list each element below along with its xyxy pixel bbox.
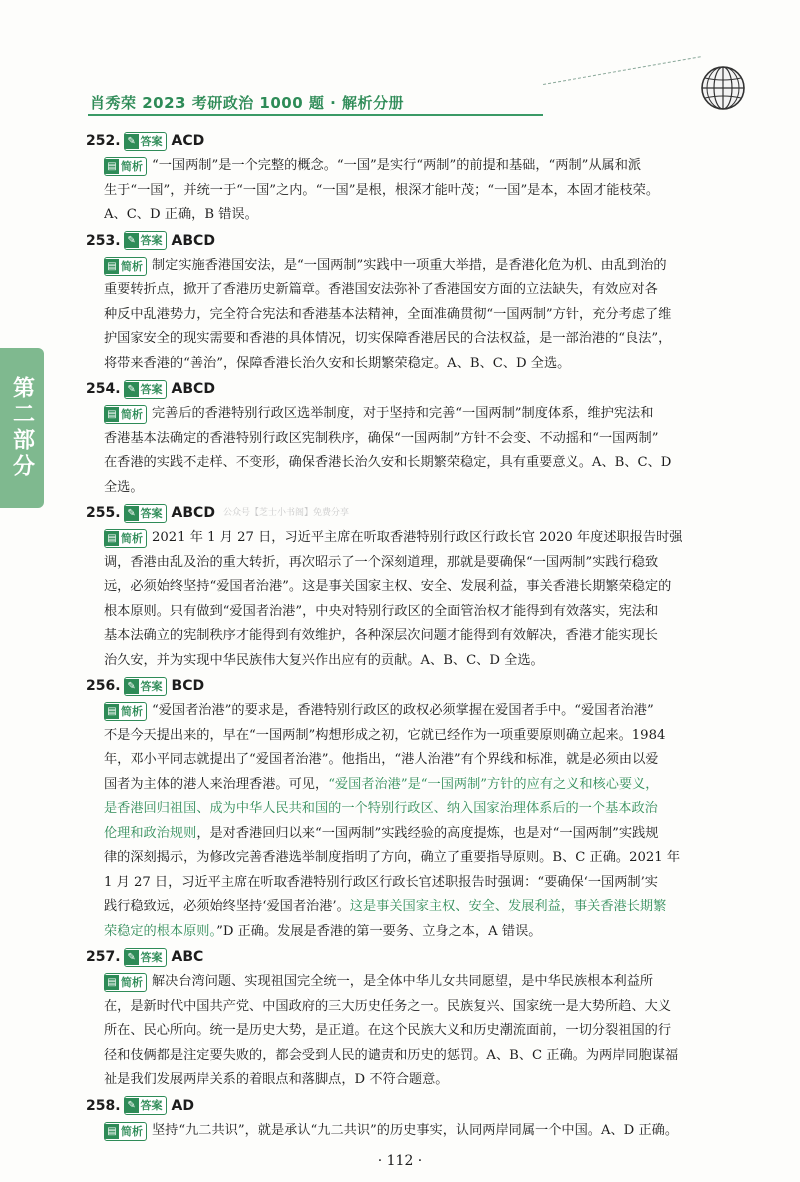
question-number: 254. (86, 381, 121, 397)
question-number: 257. (86, 949, 121, 965)
answer-value: ABCD (171, 381, 215, 397)
answer-value: ACD (171, 133, 205, 149)
page-header-title: 肖秀荣 2023 考研政治 1000 题 · 解析分册 (90, 94, 405, 112)
answer-value: ABC (171, 949, 204, 965)
analysis-badge: ▤ 简析 (104, 157, 147, 176)
answer-badge: ✎ 答案 (124, 504, 167, 523)
analysis-badge: ▤ 简析 (104, 529, 147, 548)
question-number: 258. (86, 1097, 121, 1114)
explanation: ▤ 简析 “爱国者治港”的要求是，香港特别行政区的政权必须掌握在爱国者手中。“爱国者治港” 不是今天提出来的，早在“一国两制”构想形成之初，它就已经作为一项重要原则确立起来。1984 年，邓小平同志就提出了“爱国者治港”。他指出，“港人治港”有个界线和标准，就是必须由以爱 国者为主体的港人来治理香港。可见，“爱国者治港”是“一国两制”方针的应有之义和核心要义， 是香港回归祖国、成为中华人民共和国的一个特别行政区、纳入国家治理体系后的一个基本政治 伦理和政治规则，是对香港回归以来“一国两制”实践经验的高度提炼，也是对“一国两制”实践规 律的深刻揭示，为修改完善香港选举制度指明了方向，确立了重要指导原则。B、C 正确。2021 年 1 月 27 日，习近平主席在听取香港特别行政区行政长官述职报告时强调：“要确保‘一国两制’实 践行稳致远，必须始终坚持‘爱国者治港’。这是事关国家主权、安全、发展利益，事关香港长期繁 荣稳定的根本原则。”D 正确。发展是香港的第一要务、立身之本，A 错误。 (104, 699, 758, 944)
highlighted-text: 荣稳定的根本原则。 (104, 923, 217, 939)
book-icon: ▤ (105, 975, 119, 990)
answer-badge: ✎ 答案 (124, 231, 167, 250)
question-item (86, 128, 758, 228)
pencil-icon: ✎ (125, 506, 139, 521)
question-item (86, 1093, 758, 1144)
question-item (86, 673, 758, 944)
globe-icon (700, 65, 746, 111)
book-icon: ▤ (105, 531, 119, 546)
question-item (86, 944, 758, 1093)
question-item (86, 376, 758, 500)
analysis-badge: ▤ 简析 (104, 1122, 147, 1141)
side-tab-label: 第二部分 (9, 376, 35, 480)
watermark-text: 公众号【芝士小书阁】免费分享 (222, 508, 349, 518)
book-icon: ▤ (105, 1124, 119, 1139)
book-icon: ▤ (105, 159, 119, 174)
answer-value: ABCD (171, 232, 215, 249)
answer-badge: ✎ 答案 (124, 132, 167, 151)
answer-value: AD (171, 1097, 195, 1114)
book-icon: ▤ (105, 259, 119, 274)
highlighted-text: “爱国者治港”是“一国两制”方针的应有之义和核心要义， (328, 776, 659, 792)
question-number: 255. (86, 505, 121, 521)
explanation: ▤ 简析 完善后的香港特别行政区选举制度，对于坚持和完善“一国两制”制度体系，维护宪法和 香港基本法确定的香港特别行政区宪制秩序，确保“一国两制”方针不会变、不动摇和“一国两制” 在香港的实践不走样、不变形，确保香港长治久安和长期繁荣稳定，具有重要意义。A、B、C、D 全选。 (104, 406, 672, 495)
book-icon: ▤ (105, 407, 119, 422)
analysis-badge: ▤ 简析 (104, 702, 147, 721)
header-rule (88, 114, 543, 116)
header-dashed-line (543, 56, 701, 85)
explanation: ▤ 简析 制定实施香港国安法，是“一国两制”实践中一项重大举措，是香港化危为机、由乱到治的 重要转折点，掀开了香港历史新篇章。香港国安法弥补了香港国安方面的立法缺失，有效应对各 种反中乱港势力，完全符合宪法和香港基本法精神，全面准确贯彻“一国两制”方针，充分考虑了维 护国家安全的现实需要和香港的具体情况，切实保障香港居民的合法权益，是一部治港的“良法”， 将带来香港的“善治”，保障香港长治久安和长期繁荣稳定。A、B、C、D 全选。 (104, 257, 672, 371)
pencil-icon: ✎ (125, 950, 139, 965)
answer-badge: ✎ 答案 (124, 677, 167, 696)
highlighted-text: 这是事关国家主权、安全、发展利益，事关香港长期繁 (349, 899, 667, 914)
explanation: ▤ 简析 解决台湾问题、实现祖国完全统一，是全体中华儿女共同愿望，是中华民族根本利益所 在，是新时代中国共产党、中国政府的三大历史任务之一。民族复兴、国家统一是大势所趋、大义 所在、民心所向。统一是历史大势，是正道。在这个民族大义和历史潮流面前，一切分裂祖国的行 径和伎俩都是注定要失败的，都会受到人民的谴责和历史的惩罚。A、B、C 正确。为两岸同胞谋福 祉是我们发展两岸关系的着眼点和落脚点，D 不符合题意。 (104, 974, 679, 1087)
highlighted-text: 是香港回归祖国、成为中华人民共和国的一个特别行政区、纳入国家治理体系后的一个基本政治 (104, 801, 658, 816)
highlighted-text: 伦理和政治规则 (104, 825, 197, 841)
question-item (86, 228, 758, 377)
explanation: ▤ 简析 2021 年 1 月 27 日，习近平主席在听取香港特别行政区行政长官 2020 年度述职报告时强 调，香港由乱及治的重大转折，再次昭示了一个深刻道理，那就是要确保“一国两制”实践行稳致 远，必须始终坚持“爱国者治港”。这是事关国家主权、安全、发展利益，事关香港长期繁荣稳定的 根本原则。只有做到“爱国者治港”，中央对特别行政区的全面管治权才能得到有效落实，宪法和 基本法确立的宪制秩序才能得到有效维护，各种深层次问题才能得到有效解决，香港才能实现长 治久安，并为实现中华民族伟大复兴作出应有的贡献。A、B、C、D 全选。 (104, 530, 683, 668)
answer-value: BCD (171, 678, 205, 694)
pencil-icon: ✎ (125, 679, 139, 694)
pencil-icon: ✎ (125, 233, 139, 248)
question-number: 252. (86, 133, 121, 149)
book-icon: ▤ (105, 704, 119, 719)
pencil-icon: ✎ (125, 382, 139, 397)
answer-badge: ✎ 答案 (124, 380, 167, 399)
answer-badge: ✎ 答案 (124, 948, 167, 967)
analysis-badge: ▤ 简析 (104, 973, 147, 992)
page-number: · 112 · (377, 1153, 423, 1169)
pencil-icon: ✎ (125, 1098, 139, 1113)
question-list (86, 128, 758, 1143)
analysis-badge: ▤ 简析 (104, 257, 147, 276)
pencil-icon: ✎ (125, 134, 139, 149)
answer-value: ABCD (171, 505, 215, 521)
explanation: ▤ 简析 “一国两制”是一个完整的概念。“一国”是实行“两制”的前提和基础，“两制”从属和派 生于“一国”，并统一于“一国”之内。“一国”是根，根深才能叶茂；“一国”是本，本固才能枝荣。 A、C、D 正确，B 错误。 (104, 158, 660, 222)
analysis-badge: ▤ 简析 (104, 405, 147, 424)
answer-badge: ✎ 答案 (124, 1096, 167, 1115)
question-item (86, 500, 758, 673)
section-side-tab (0, 348, 44, 508)
explanation: ▤ 简析 坚持“九二共识”，就是承认“九二共识”的历史事实，认同两岸同属一个中国。A、D 正确。 (104, 1119, 758, 1144)
question-number: 253. (86, 232, 121, 249)
question-number: 256. (86, 678, 121, 694)
